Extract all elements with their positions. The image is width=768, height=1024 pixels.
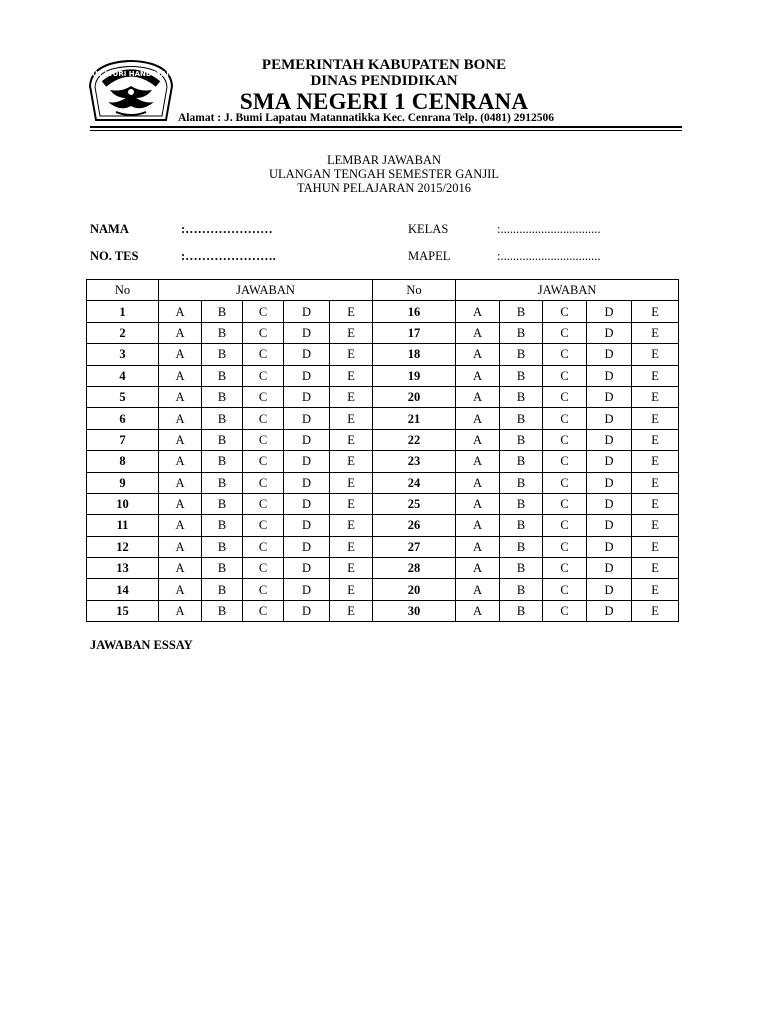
answer-option-d[interactable]: D	[284, 472, 330, 493]
question-number: 20	[373, 579, 456, 600]
answer-option-e[interactable]: E	[632, 344, 679, 365]
answer-option-b[interactable]: B	[202, 322, 243, 343]
answer-option-e[interactable]: E	[330, 493, 373, 514]
essay-answer-label: JAWABAN ESSAY	[90, 638, 193, 652]
table-row	[87, 600, 679, 621]
answer-option-a[interactable]: A	[159, 365, 202, 386]
answer-option-e[interactable]: E	[330, 365, 373, 386]
answer-option-e[interactable]: E	[632, 301, 679, 322]
answer-option-b[interactable]: B	[500, 493, 543, 514]
question-number: 12	[87, 536, 159, 557]
answer-option-b[interactable]: B	[500, 515, 543, 536]
answer-option-d[interactable]: D	[587, 472, 632, 493]
answer-option-c[interactable]: C	[243, 579, 284, 600]
answer-option-b[interactable]: B	[202, 472, 243, 493]
answer-option-e[interactable]: E	[632, 365, 679, 386]
answer-option-c[interactable]: C	[543, 558, 587, 579]
question-number: 8	[87, 451, 159, 472]
answer-option-c[interactable]: C	[543, 429, 587, 450]
no-tes-label: NO. TES	[90, 249, 139, 263]
table-row	[87, 429, 679, 450]
answer-option-a[interactable]: A	[456, 365, 500, 386]
question-number: 20	[373, 386, 456, 407]
answer-option-c[interactable]: C	[543, 579, 587, 600]
question-number: 24	[373, 472, 456, 493]
answer-option-e[interactable]: E	[632, 408, 679, 429]
answer-option-a[interactable]: A	[159, 600, 202, 621]
school-address: Alamat : J. Bumi Lapatau Matannatikka Kec. Cenrana Telp. (0481) 2912506	[178, 112, 555, 124]
answer-option-b[interactable]: B	[202, 344, 243, 365]
table-header-row	[87, 280, 679, 301]
answer-option-e[interactable]: E	[330, 386, 373, 407]
answer-option-a[interactable]: A	[159, 493, 202, 514]
answer-option-a[interactable]: A	[456, 515, 500, 536]
answer-option-e[interactable]: E	[632, 515, 679, 536]
table-row	[87, 536, 679, 557]
answer-option-a[interactable]: A	[159, 558, 202, 579]
answer-option-c[interactable]: C	[543, 451, 587, 472]
answer-option-c[interactable]: C	[243, 536, 284, 557]
no-tes-field[interactable]: :………………….	[181, 249, 276, 263]
answer-option-e[interactable]: E	[632, 536, 679, 557]
table-row	[87, 365, 679, 386]
question-number: 9	[87, 472, 159, 493]
answer-option-c[interactable]: C	[243, 451, 284, 472]
answer-option-b[interactable]: B	[202, 301, 243, 322]
table-row	[87, 344, 679, 365]
answer-option-d[interactable]: D	[587, 301, 632, 322]
answer-option-e[interactable]: E	[632, 558, 679, 579]
table-row	[87, 386, 679, 407]
answer-option-d[interactable]: D	[587, 408, 632, 429]
answer-option-a[interactable]: A	[159, 344, 202, 365]
answer-option-b[interactable]: B	[500, 472, 543, 493]
government-name: PEMERINTAH KABUPATEN BONE	[261, 57, 507, 73]
answer-option-d[interactable]: D	[284, 515, 330, 536]
answer-option-b[interactable]: B	[202, 558, 243, 579]
answer-option-e[interactable]: E	[632, 451, 679, 472]
answer-option-c[interactable]: C	[543, 386, 587, 407]
answer-option-a[interactable]: A	[159, 579, 202, 600]
table-row	[87, 558, 679, 579]
answer-option-e[interactable]: E	[632, 600, 679, 621]
answer-option-a[interactable]: A	[456, 451, 500, 472]
answer-option-c[interactable]: C	[543, 536, 587, 557]
answer-option-d[interactable]: D	[284, 536, 330, 557]
question-number: 30	[373, 600, 456, 621]
sheet-title: LEMBAR JAWABAN	[327, 153, 441, 167]
answer-option-d[interactable]: D	[587, 493, 632, 514]
mapel-label: MAPEL	[408, 249, 451, 263]
answer-option-a[interactable]: A	[456, 429, 500, 450]
question-number: 3	[87, 344, 159, 365]
answer-option-c[interactable]: C	[543, 493, 587, 514]
answer-option-c[interactable]: C	[543, 515, 587, 536]
answer-option-c[interactable]: C	[243, 429, 284, 450]
question-number: 28	[373, 558, 456, 579]
answer-option-e[interactable]: E	[632, 322, 679, 343]
answer-option-c[interactable]: C	[243, 515, 284, 536]
nama-field[interactable]: :…………………	[181, 222, 273, 236]
question-number: 7	[87, 429, 159, 450]
answer-option-d[interactable]: D	[284, 365, 330, 386]
answer-option-e[interactable]: E	[330, 429, 373, 450]
letterhead-rule-thin	[90, 130, 682, 131]
question-number: 4	[87, 365, 159, 386]
answer-option-c[interactable]: C	[243, 408, 284, 429]
answer-option-e[interactable]: E	[330, 600, 373, 621]
question-number: 11	[87, 515, 159, 536]
answer-option-a[interactable]: A	[159, 322, 202, 343]
header-jawaban-left: JAWABAN	[159, 280, 373, 301]
question-number: 25	[373, 493, 456, 514]
kelas-field[interactable]: :................................	[497, 222, 601, 236]
answer-option-b[interactable]: B	[500, 386, 543, 407]
answer-option-d[interactable]: D	[587, 365, 632, 386]
answer-option-e[interactable]: E	[330, 472, 373, 493]
answer-option-e[interactable]: E	[632, 579, 679, 600]
answer-option-b[interactable]: B	[202, 515, 243, 536]
table-row	[87, 472, 679, 493]
answer-option-e[interactable]: E	[330, 408, 373, 429]
answer-option-b[interactable]: B	[202, 386, 243, 407]
question-number: 10	[87, 493, 159, 514]
answer-option-e[interactable]: E	[330, 579, 373, 600]
answer-option-c[interactable]: C	[243, 493, 284, 514]
answer-option-d[interactable]: D	[587, 322, 632, 343]
answer-option-d[interactable]: D	[284, 386, 330, 407]
answer-option-b[interactable]: B	[500, 600, 543, 621]
answer-option-b[interactable]: B	[202, 493, 243, 514]
answer-option-d[interactable]: D	[587, 600, 632, 621]
answer-option-c[interactable]: C	[543, 472, 587, 493]
question-number: 21	[373, 408, 456, 429]
answer-option-d[interactable]: D	[284, 301, 330, 322]
question-number: 6	[87, 408, 159, 429]
answer-option-a[interactable]: A	[159, 429, 202, 450]
answer-option-c[interactable]: C	[543, 365, 587, 386]
answer-option-c[interactable]: C	[243, 365, 284, 386]
academic-year: TAHUN PELAJARAN 2015/2016	[297, 181, 471, 195]
department-name: DINAS PENDIDIKAN	[310, 73, 458, 89]
answer-option-c[interactable]: C	[543, 408, 587, 429]
answer-option-a[interactable]: A	[456, 408, 500, 429]
question-number: 26	[373, 515, 456, 536]
answer-option-c[interactable]: C	[543, 344, 587, 365]
answer-option-a[interactable]: A	[159, 515, 202, 536]
answer-option-c[interactable]: C	[243, 558, 284, 579]
answer-option-a[interactable]: A	[456, 579, 500, 600]
answer-option-a[interactable]: A	[159, 472, 202, 493]
answer-option-e[interactable]: E	[632, 472, 679, 493]
answer-option-a[interactable]: A	[456, 344, 500, 365]
answer-option-a[interactable]: A	[159, 386, 202, 407]
question-number: 22	[373, 429, 456, 450]
answer-option-d[interactable]: D	[587, 386, 632, 407]
answer-option-b[interactable]: B	[500, 301, 543, 322]
table-row	[87, 493, 679, 514]
answer-option-a[interactable]: A	[456, 472, 500, 493]
school-logo	[86, 56, 176, 126]
table-row	[87, 451, 679, 472]
answer-option-d[interactable]: D	[284, 493, 330, 514]
answer-option-d[interactable]: D	[284, 600, 330, 621]
answer-option-c[interactable]: C	[543, 600, 587, 621]
question-number: 23	[373, 451, 456, 472]
answer-option-d[interactable]: D	[284, 429, 330, 450]
answer-option-d[interactable]: D	[284, 408, 330, 429]
answer-option-a[interactable]: A	[456, 493, 500, 514]
answer-option-b[interactable]: B	[500, 365, 543, 386]
answer-option-d[interactable]: D	[284, 451, 330, 472]
answer-option-e[interactable]: E	[330, 344, 373, 365]
table-row	[87, 579, 679, 600]
answer-option-b[interactable]: B	[202, 429, 243, 450]
question-number: 19	[373, 365, 456, 386]
answer-option-c[interactable]: C	[543, 322, 587, 343]
question-number: 16	[373, 301, 456, 322]
answer-option-a[interactable]: A	[159, 536, 202, 557]
answer-option-e[interactable]: E	[330, 558, 373, 579]
answer-option-b[interactable]: B	[500, 451, 543, 472]
answer-option-d[interactable]: D	[587, 515, 632, 536]
header-jawaban-right: JAWABAN	[456, 280, 679, 301]
question-number: 18	[373, 344, 456, 365]
answer-option-e[interactable]: E	[330, 322, 373, 343]
answer-option-c[interactable]: C	[243, 322, 284, 343]
nama-label: NAMA	[90, 222, 129, 236]
answer-option-c[interactable]: C	[543, 301, 587, 322]
answer-option-a[interactable]: A	[159, 451, 202, 472]
answer-option-b[interactable]: B	[500, 536, 543, 557]
question-number: 15	[87, 600, 159, 621]
answer-option-e[interactable]: E	[632, 493, 679, 514]
table-row	[87, 515, 679, 536]
answer-option-b[interactable]: B	[500, 558, 543, 579]
answer-option-b[interactable]: B	[202, 365, 243, 386]
answer-option-e[interactable]: E	[632, 386, 679, 407]
answer-option-b[interactable]: B	[500, 408, 543, 429]
answer-option-c[interactable]: C	[243, 301, 284, 322]
answer-option-d[interactable]: D	[284, 344, 330, 365]
mapel-field[interactable]: :................................	[497, 249, 601, 263]
question-number: 17	[373, 322, 456, 343]
answer-option-b[interactable]: B	[202, 451, 243, 472]
table-row	[87, 301, 679, 322]
answer-option-b[interactable]: B	[500, 322, 543, 343]
answer-option-e[interactable]: E	[632, 429, 679, 450]
answer-option-d[interactable]: D	[587, 558, 632, 579]
answer-option-d[interactable]: D	[284, 322, 330, 343]
answer-option-d[interactable]: D	[587, 536, 632, 557]
answer-option-b[interactable]: B	[202, 536, 243, 557]
answer-option-d[interactable]: D	[587, 429, 632, 450]
table-row	[87, 322, 679, 343]
answer-option-b[interactable]: B	[500, 579, 543, 600]
exam-title: ULANGAN TENGAH SEMESTER GANJIL	[269, 167, 499, 181]
answer-table	[86, 279, 679, 622]
answer-option-e[interactable]: E	[330, 515, 373, 536]
question-number: 5	[87, 386, 159, 407]
answer-option-b[interactable]: B	[202, 579, 243, 600]
answer-option-a[interactable]: A	[159, 301, 202, 322]
question-number: 2	[87, 322, 159, 343]
answer-option-d[interactable]: D	[587, 451, 632, 472]
answer-option-c[interactable]: C	[243, 472, 284, 493]
svg-text:TUT WURI HANDAYANI: TUT WURI HANDAYANI	[87, 70, 175, 78]
answer-option-a[interactable]: A	[456, 600, 500, 621]
kelas-label: KELAS	[408, 222, 449, 236]
header-no-left: No	[87, 280, 159, 301]
answer-option-d[interactable]: D	[284, 579, 330, 600]
question-number: 13	[87, 558, 159, 579]
answer-option-e[interactable]: E	[330, 301, 373, 322]
letterhead-rule-thick	[90, 126, 682, 128]
answer-option-c[interactable]: C	[243, 344, 284, 365]
answer-option-d[interactable]: D	[587, 344, 632, 365]
question-number: 27	[373, 536, 456, 557]
answer-option-a[interactable]: A	[456, 322, 500, 343]
answer-option-b[interactable]: B	[202, 600, 243, 621]
answer-option-b[interactable]: B	[500, 344, 543, 365]
school-name: SMA NEGERI 1 CENRANA	[239, 89, 529, 114]
table-row	[87, 408, 679, 429]
answer-option-a[interactable]: A	[456, 558, 500, 579]
answer-option-e[interactable]: E	[330, 451, 373, 472]
question-number: 14	[87, 579, 159, 600]
answer-option-a[interactable]: A	[456, 386, 500, 407]
answer-option-d[interactable]: D	[284, 558, 330, 579]
answer-option-d[interactable]: D	[587, 579, 632, 600]
header-no-right: No	[373, 280, 456, 301]
answer-option-a[interactable]: A	[456, 536, 500, 557]
question-number: 1	[87, 301, 159, 322]
answer-option-a[interactable]: A	[159, 408, 202, 429]
answer-option-c[interactable]: C	[243, 600, 284, 621]
answer-option-b[interactable]: B	[500, 429, 543, 450]
answer-option-a[interactable]: A	[456, 301, 500, 322]
answer-option-b[interactable]: B	[202, 408, 243, 429]
answer-option-c[interactable]: C	[243, 386, 284, 407]
answer-option-e[interactable]: E	[330, 536, 373, 557]
